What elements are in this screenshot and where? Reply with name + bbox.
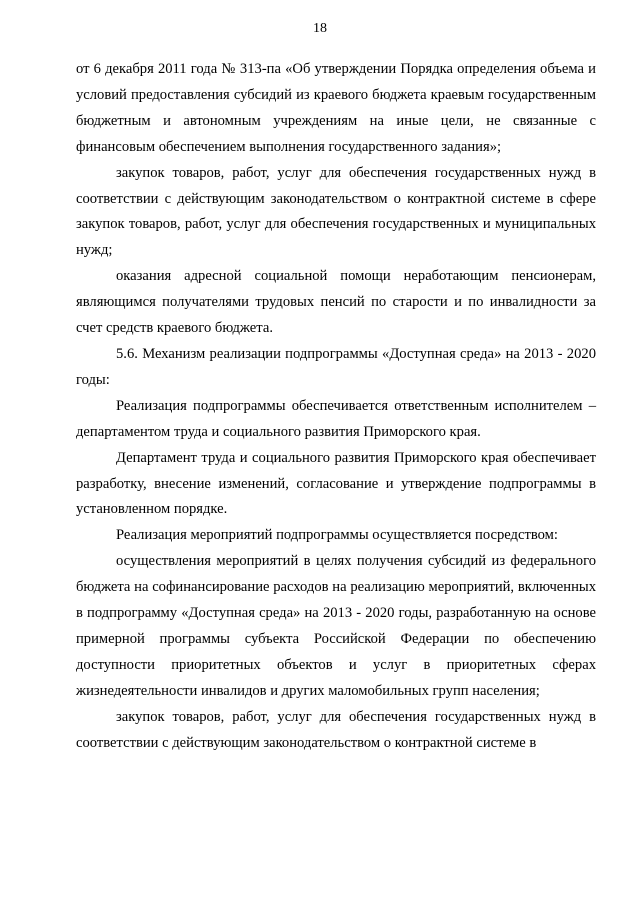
page-number: 18: [313, 21, 327, 36]
paragraph-federal-subsidies: осуществления мероприятий в целях получения субсидий из федерального бюджета на софинансирование расходов на реализацию мероприятий, включенных в подпрограмму «Доступная среда» на 2013 - 2020 годы, разработанную на основе примерной программы субъекта Российской Федерации по обеспечению доступности приоритетных объектов и услуг в приоритетных сферах жизнедеятельности инвалидов и других маломобильных групп населения;: [76, 553, 596, 699]
paragraph-social-assistance: оказания адресной социальной помощи неработающим пенсионерам, являющимся получателями трудовых пенсий по старости и по инвалидности за счет средств краевого бюджета.: [76, 268, 596, 337]
paragraph-department-duties: Департамент труда и социального развития Приморского края обеспечивает разработку, внесение изменений, согласование и утверждение подпрограммы в установленном порядке.: [76, 449, 596, 518]
paragraph-implementation-means: Реализация мероприятий подпрограммы осуществляется посредством:: [116, 527, 558, 544]
section-heading-5-6: 5.6. Механизм реализации подпрограммы «Доступная среда» на 2013 - 2020 годы:: [76, 345, 596, 388]
paragraph-decree-continuation: от 6 декабря 2011 года № 313-па «Об утверждении Порядка определения объема и условий предоставления субсидий из краевого бюджета краевым государственным бюджетным и автономным учреждениям на иные цели, не связанные с финансовым обеспечением выполнения государственного задания»;: [76, 61, 596, 155]
paragraph-implementation-executor: Реализация подпрограммы обеспечивается ответственным исполнителем – департаментом труда и социального развития Приморского края.: [76, 397, 596, 440]
document-body: [76, 57, 596, 756]
paragraph-procurement-continued: закупок товаров, работ, услуг для обеспечения государственных нужд в соответствии с действующим законодательством о контрактной системе в: [76, 708, 596, 751]
paragraph-procurement-goods: закупок товаров, работ, услуг для обеспечения государственных нужд в соответствии с действующим законодательством о контрактной системе в сфере закупок товаров, работ, услуг для обеспечения государственных и муниципальных нужд;: [76, 164, 596, 259]
